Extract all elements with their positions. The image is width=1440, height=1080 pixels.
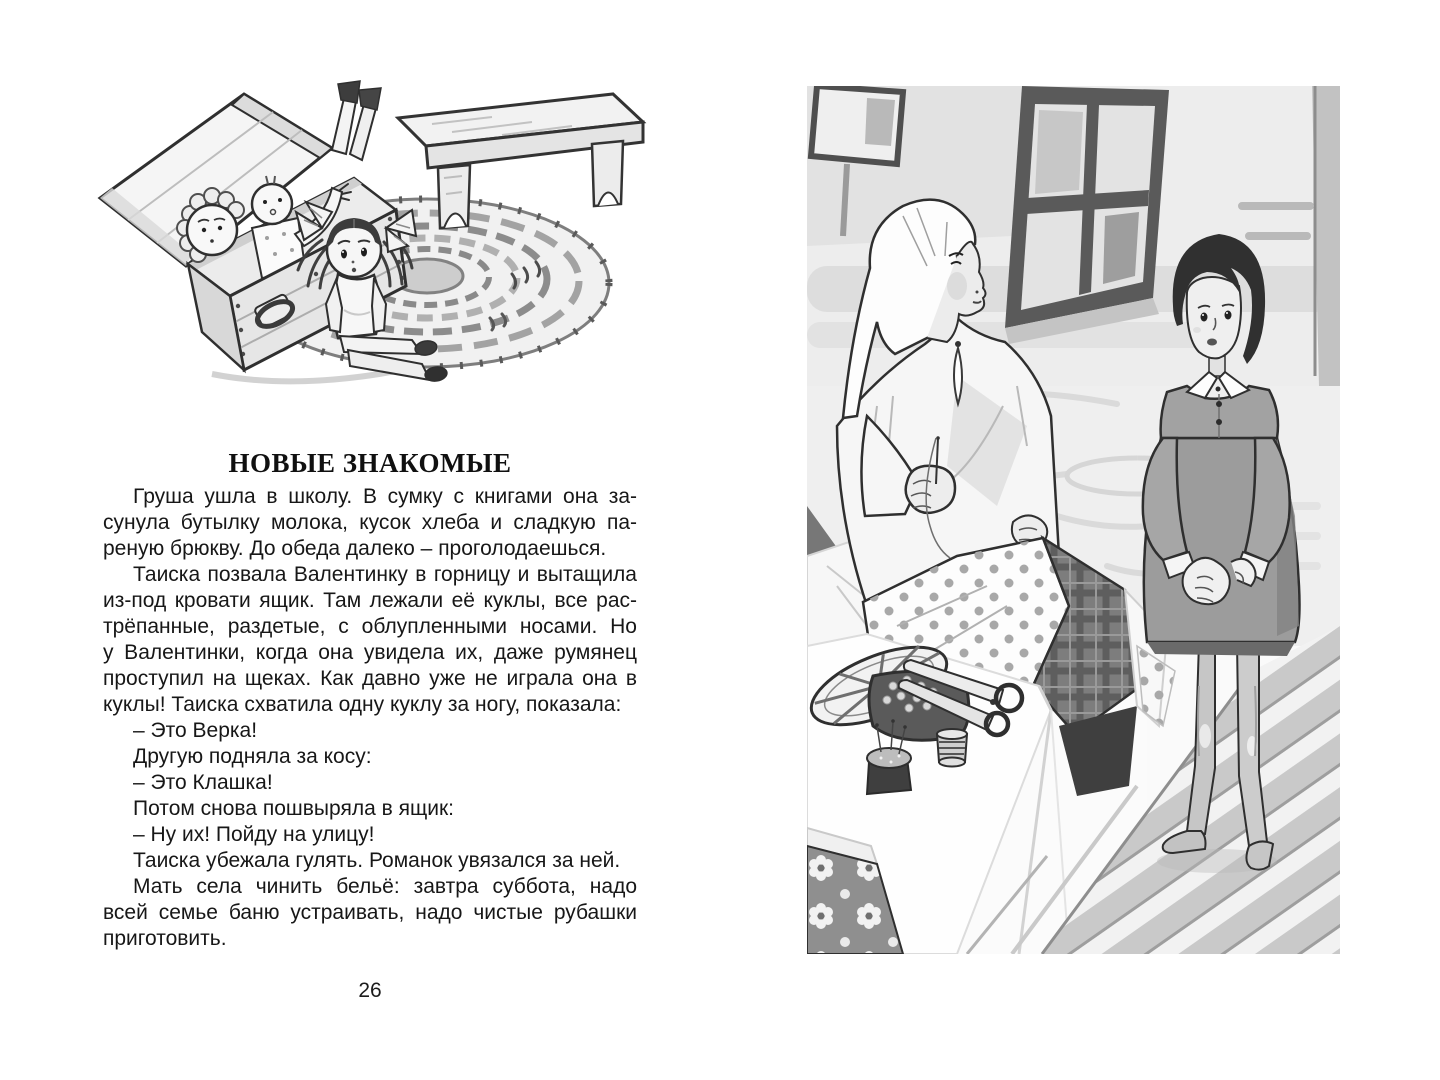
text-line: Мать села чинить бельё: завтра суббота, надо — [133, 875, 637, 898]
chapter-text — [103, 484, 637, 952]
paragraph — [103, 770, 637, 796]
paragraph — [103, 848, 637, 874]
text-line: Другую подняла за косу: — [133, 745, 372, 768]
thread-spool — [937, 729, 967, 767]
paragraph — [103, 874, 637, 952]
text-line: куклы! Таиска схватила одну куклу за ногу, показала: — [103, 693, 622, 716]
text-line: у Валентинки, когда она увидела их, даже румянец — [103, 641, 637, 664]
paragraph — [103, 796, 637, 822]
page-number: 26 — [358, 979, 382, 1002]
text-line: всей семье баню устраивать, надо чистые рубашки — [103, 901, 637, 924]
paragraph — [103, 718, 637, 744]
text-line: Груша ушла в школу. В сумку с книгами она за- — [133, 485, 637, 508]
text-line: – Это Клашка! — [133, 771, 273, 794]
window — [1005, 86, 1169, 344]
doll-legs — [332, 81, 381, 160]
text-line: из-под кровати ящик. Там лежали её куклы, все рас- — [103, 589, 637, 612]
left-illustration — [92, 78, 655, 400]
text-line: реную брюкву. До обеда далеко – проголодаешься. — [103, 537, 607, 560]
text-line: – Это Верка! — [133, 719, 258, 742]
text-line: – Ну их! Пойду на улицу! — [133, 823, 375, 846]
text-line: трёпанные, раздетые, с облупленными носами. Но — [103, 615, 637, 638]
left-illustration-svg — [92, 78, 655, 400]
text-line: Потом снова пошвыряла в ящик: — [133, 797, 454, 820]
right-illustration — [807, 86, 1340, 954]
text-line: сунула бутылку молока, кусок хлеба и сладкую па- — [103, 511, 637, 534]
paragraph — [103, 484, 637, 562]
text-line: Таиска убежала гулять. Романок увязался за ней. — [133, 849, 621, 872]
text-line: Таиска позвала Валентинку в горницу и вытащила — [133, 563, 637, 586]
right-illustration-svg — [807, 86, 1340, 954]
text-line: проступил на щеках. Как давно уже не играла она в — [103, 667, 637, 690]
chapter-title: НОВЫЕ ЗНАКОМЫЕ — [228, 448, 512, 478]
text-line: приготовить. — [103, 927, 227, 950]
paragraph — [103, 562, 637, 718]
paragraph — [103, 744, 637, 770]
paragraph — [103, 822, 637, 848]
page-right — [720, 0, 1440, 1080]
